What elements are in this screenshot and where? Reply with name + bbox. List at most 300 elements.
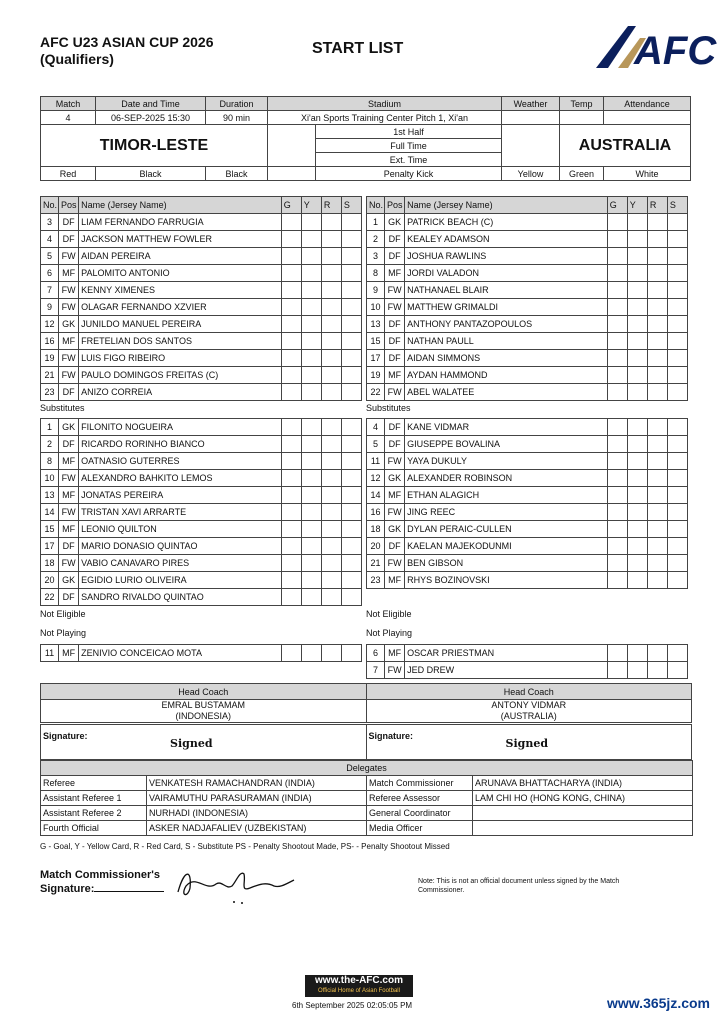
home-signature-label: Signature: xyxy=(43,731,88,741)
player-number: 15 xyxy=(367,333,385,350)
player-name: VABIO CANAVARO PIRES xyxy=(79,555,282,572)
stat-cell xyxy=(607,384,627,401)
col-header-pos: Pos xyxy=(59,197,79,214)
footer-site: www.the-AFC.com xyxy=(315,975,403,986)
player-position: MF xyxy=(59,453,79,470)
stat-cell xyxy=(321,645,341,662)
player-number: 23 xyxy=(41,384,59,401)
stat-cell xyxy=(667,662,687,679)
player-row xyxy=(41,645,362,662)
col-header-name: Name (Jersey Name) xyxy=(79,197,282,214)
stat-cell xyxy=(281,645,301,662)
mc-line1: Match Commissioner's xyxy=(40,869,160,881)
delegates-table xyxy=(40,760,693,836)
player-row xyxy=(41,350,362,367)
stat-cell xyxy=(667,521,687,538)
stat-cell xyxy=(667,419,687,436)
player-position: FW xyxy=(59,248,79,265)
stat-cell xyxy=(341,384,361,401)
stat-cell xyxy=(627,316,647,333)
stat-cell xyxy=(301,504,321,521)
stat-cell xyxy=(281,538,301,555)
stat-cell xyxy=(281,572,301,589)
player-number: 7 xyxy=(41,282,59,299)
stat-cell xyxy=(301,470,321,487)
stat-cell xyxy=(667,538,687,555)
stat-cell xyxy=(301,521,321,538)
player-position: DF xyxy=(385,538,405,555)
player-position: GK xyxy=(385,470,405,487)
home-starters-table xyxy=(40,196,362,401)
player-position: MF xyxy=(59,265,79,282)
stat-cell xyxy=(607,453,627,470)
afc-logo xyxy=(588,22,717,73)
away-signature-label: Signature: xyxy=(368,731,414,741)
player-number: 4 xyxy=(367,419,385,436)
player-position: DF xyxy=(385,333,405,350)
match-temp xyxy=(560,111,604,125)
roster-header-row xyxy=(367,197,688,214)
away-signature-value: Signed xyxy=(505,737,549,750)
player-row xyxy=(41,572,362,589)
player-position: FW xyxy=(59,504,79,521)
stat-cell xyxy=(301,572,321,589)
player-position: DF xyxy=(385,436,405,453)
player-position: DF xyxy=(385,419,405,436)
stat-cell xyxy=(341,453,361,470)
stat-cell xyxy=(667,265,687,282)
stat-cell xyxy=(607,282,627,299)
player-number: 11 xyxy=(41,645,59,662)
stat-cell xyxy=(321,282,341,299)
player-name: KEALEY ADAMSON xyxy=(405,231,608,248)
stat-cell xyxy=(607,555,627,572)
stat-cell xyxy=(607,265,627,282)
stat-cell xyxy=(301,350,321,367)
player-name: JING REEC xyxy=(405,504,608,521)
afc-website-logo xyxy=(305,975,413,997)
stat-cell xyxy=(281,521,301,538)
stat-cell xyxy=(607,316,627,333)
stat-cell xyxy=(607,470,627,487)
player-position: MF xyxy=(385,572,405,589)
stat-cell xyxy=(667,350,687,367)
stat-cell xyxy=(301,248,321,265)
player-number: 11 xyxy=(367,453,385,470)
delegate-role2: Media Officer xyxy=(367,821,473,836)
player-name: JOSHUA RAWLINS xyxy=(405,248,608,265)
player-name: ANIZO CORREIA xyxy=(79,384,282,401)
col-header-s: S xyxy=(341,197,361,214)
stat-cell xyxy=(321,265,341,282)
stat-cell xyxy=(667,214,687,231)
delegate-name: VAIRAMUTHU PARASURAMAN (INDIA) xyxy=(147,791,367,806)
stat-cell xyxy=(281,436,301,453)
stat-cell xyxy=(341,555,361,572)
stat-cell xyxy=(301,589,321,606)
delegate-name: NURHADI (INDONESIA) xyxy=(147,806,367,821)
player-name: ALEXANDRO BAHKITO LEMOS xyxy=(79,470,282,487)
player-position: MF xyxy=(59,645,79,662)
stat-cell xyxy=(667,384,687,401)
delegate-row xyxy=(41,791,693,806)
delegate-name: ASKER NADJAFALIEV (UZBEKISTAN) xyxy=(147,821,367,836)
player-name: DYLAN PERAIC-CULLEN xyxy=(405,521,608,538)
stat-cell xyxy=(647,316,667,333)
player-name: NATHAN PAULL xyxy=(405,333,608,350)
player-number: 14 xyxy=(367,487,385,504)
player-name: ETHAN ALAGICH xyxy=(405,487,608,504)
stat-cell xyxy=(341,645,361,662)
player-name: KANE VIDMAR xyxy=(405,419,608,436)
player-name: SANDRO RIVALDO QUINTAO xyxy=(79,589,282,606)
period-full-time: Full Time xyxy=(316,139,502,153)
stat-cell xyxy=(321,350,341,367)
delegate-name: VENKATESH RAMACHANDRAN (INDIA) xyxy=(147,776,367,791)
stat-cell xyxy=(627,265,647,282)
stat-cell xyxy=(627,248,647,265)
stat-cell xyxy=(301,282,321,299)
stat-cell xyxy=(607,419,627,436)
stat-cell xyxy=(301,645,321,662)
player-row xyxy=(367,367,688,384)
player-row xyxy=(41,214,362,231)
stat-cell xyxy=(321,367,341,384)
player-position: FW xyxy=(385,662,405,679)
player-number: 8 xyxy=(41,453,59,470)
player-number: 8 xyxy=(367,265,385,282)
player-number: 22 xyxy=(41,589,59,606)
stat-cell xyxy=(607,367,627,384)
player-position: DF xyxy=(385,231,405,248)
stat-cell xyxy=(341,231,361,248)
stat-cell xyxy=(281,350,301,367)
stat-cell xyxy=(627,333,647,350)
player-position: GK xyxy=(59,419,79,436)
player-name: LEONIO QUILTON xyxy=(79,521,282,538)
home-coach-country: (INDONESIA) xyxy=(175,711,231,721)
player-name: PATRICK BEACH (C) xyxy=(405,214,608,231)
player-name: ANTHONY PANTAZOPOULOS xyxy=(405,316,608,333)
stat-cell xyxy=(647,248,667,265)
player-number: 16 xyxy=(41,333,59,350)
away-subs-table xyxy=(366,418,688,589)
player-row xyxy=(367,350,688,367)
stat-cell xyxy=(607,214,627,231)
stat-cell xyxy=(341,419,361,436)
player-name: PAULO DOMINGOS FREITAS (C) xyxy=(79,367,282,384)
home-not-eligible-label: Not Eligible xyxy=(40,609,86,619)
stat-cell xyxy=(627,419,647,436)
commissioner-signature-scribble xyxy=(170,862,300,908)
stat-cell xyxy=(341,316,361,333)
player-name: JED DREW xyxy=(405,662,608,679)
delegate-row xyxy=(41,806,693,821)
player-number: 1 xyxy=(41,419,59,436)
weather-label: Weather xyxy=(502,97,560,111)
stat-cell xyxy=(647,350,667,367)
stat-cell xyxy=(281,333,301,350)
stat-cell xyxy=(647,333,667,350)
player-name: AIDAN PEREIRA xyxy=(79,248,282,265)
stat-cell xyxy=(321,333,341,350)
player-position: MF xyxy=(385,487,405,504)
stadium-label: Stadium xyxy=(268,97,502,111)
player-position: FW xyxy=(59,367,79,384)
player-name: TRISTAN XAVI ARRARTE xyxy=(79,504,282,521)
player-position: GK xyxy=(59,572,79,589)
delegate-row xyxy=(41,776,693,791)
stat-cell xyxy=(321,470,341,487)
player-position: DF xyxy=(385,316,405,333)
away-not-eligible-label: Not Eligible xyxy=(366,609,412,619)
stat-cell xyxy=(627,555,647,572)
home-kit-shirt: Red xyxy=(41,167,96,181)
player-number: 7 xyxy=(367,662,385,679)
stat-cell xyxy=(281,248,301,265)
duration-label: Duration xyxy=(206,97,268,111)
player-row xyxy=(367,470,688,487)
player-row xyxy=(41,231,362,248)
player-number: 10 xyxy=(41,470,59,487)
player-name: PALOMITO ANTONIO xyxy=(79,265,282,282)
player-row xyxy=(367,572,688,589)
away-kit-shorts: Green xyxy=(560,167,604,181)
player-number: 6 xyxy=(41,265,59,282)
delegate-role2: Match Commissioner xyxy=(367,776,473,791)
player-position: DF xyxy=(59,538,79,555)
player-number: 22 xyxy=(367,384,385,401)
stat-cell xyxy=(647,645,667,662)
player-position: MF xyxy=(59,521,79,538)
stat-cell xyxy=(667,504,687,521)
stat-cell xyxy=(281,589,301,606)
player-row xyxy=(367,555,688,572)
player-position: FW xyxy=(59,555,79,572)
stat-cell xyxy=(627,645,647,662)
player-name: MARIO DONASIO QUINTAO xyxy=(79,538,282,555)
away-coach-name: ANTONY VIDMAR xyxy=(491,700,567,710)
player-number: 20 xyxy=(367,538,385,555)
player-position: FW xyxy=(385,384,405,401)
player-position: FW xyxy=(385,555,405,572)
stat-cell xyxy=(667,231,687,248)
stat-cell xyxy=(321,487,341,504)
match-info-table xyxy=(40,96,691,181)
player-name: GIUSEPPE BOVALINA xyxy=(405,436,608,453)
delegate-role: Fourth Official xyxy=(41,821,147,836)
player-position: GK xyxy=(59,316,79,333)
stat-cell xyxy=(281,367,301,384)
stat-cell xyxy=(341,214,361,231)
home-kit-socks: Black xyxy=(206,167,268,181)
stat-cell xyxy=(281,384,301,401)
player-name: EGIDIO LURIO OLIVEIRA xyxy=(79,572,282,589)
player-number: 21 xyxy=(41,367,59,384)
player-position: MF xyxy=(59,487,79,504)
player-name: ZENIVIO CONCEICAO MOTA xyxy=(79,645,282,662)
stat-cell xyxy=(281,282,301,299)
competition-name: AFC U23 ASIAN CUP 2026 xyxy=(40,34,214,50)
player-name: JACKSON MATTHEW FOWLER xyxy=(79,231,282,248)
stat-cell xyxy=(647,214,667,231)
stat-cell xyxy=(321,214,341,231)
stat-cell xyxy=(607,538,627,555)
player-name: ALEXANDER ROBINSON xyxy=(405,470,608,487)
stat-cell xyxy=(667,367,687,384)
stat-cell xyxy=(667,248,687,265)
stat-cell xyxy=(341,436,361,453)
stat-cell xyxy=(627,538,647,555)
team-signature-table xyxy=(40,724,692,760)
stat-cell xyxy=(341,470,361,487)
player-number: 9 xyxy=(367,282,385,299)
stat-cell xyxy=(281,487,301,504)
away-not-playing-label: Not Playing xyxy=(366,628,413,638)
match-number: 4 xyxy=(41,111,96,125)
delegate-role2: General Coordinator xyxy=(367,806,473,821)
player-row xyxy=(367,419,688,436)
stat-cell xyxy=(341,504,361,521)
stat-cell xyxy=(301,333,321,350)
player-position: MF xyxy=(385,367,405,384)
player-position: GK xyxy=(385,521,405,538)
col-header-r: R xyxy=(647,197,667,214)
home-subs-table xyxy=(40,418,362,606)
player-position: MF xyxy=(385,645,405,662)
player-position: FW xyxy=(59,299,79,316)
col-header-g: G xyxy=(607,197,627,214)
player-row xyxy=(41,504,362,521)
stat-cell xyxy=(627,572,647,589)
stat-cell xyxy=(627,367,647,384)
stat-cell xyxy=(627,521,647,538)
date-label: Date and Time xyxy=(96,97,206,111)
stat-cell xyxy=(667,645,687,662)
col-header-name: Name (Jersey Name) xyxy=(405,197,608,214)
stat-cell xyxy=(647,436,667,453)
match-duration: 90 min xyxy=(206,111,268,125)
stat-cell xyxy=(667,299,687,316)
stat-cell xyxy=(341,367,361,384)
stat-cell xyxy=(607,645,627,662)
stat-cell xyxy=(281,299,301,316)
stat-cell xyxy=(667,333,687,350)
stat-cell xyxy=(607,231,627,248)
player-name: LUIS FIGO RIBEIRO xyxy=(79,350,282,367)
stat-cell xyxy=(301,316,321,333)
stat-cell xyxy=(607,436,627,453)
stat-cell xyxy=(341,521,361,538)
stat-cell xyxy=(627,282,647,299)
stat-cell xyxy=(647,487,667,504)
player-number: 19 xyxy=(41,350,59,367)
stat-cell xyxy=(607,333,627,350)
player-name: OATNASIO GUTERRES xyxy=(79,453,282,470)
player-name: AYDAN HAMMOND xyxy=(405,367,608,384)
stat-cell xyxy=(647,384,667,401)
stat-cell xyxy=(667,487,687,504)
player-row xyxy=(367,504,688,521)
col-header-s: S xyxy=(667,197,687,214)
stat-cell xyxy=(341,299,361,316)
player-position: FW xyxy=(385,504,405,521)
mc-line2-text: Signature: xyxy=(40,883,95,895)
away-team-name: AUSTRALIA xyxy=(560,125,691,167)
player-number: 9 xyxy=(41,299,59,316)
player-position: FW xyxy=(385,453,405,470)
player-row xyxy=(367,662,688,679)
player-number: 18 xyxy=(367,521,385,538)
home-coach-label: Head Coach xyxy=(41,684,367,700)
stat-cell xyxy=(281,419,301,436)
stat-cell xyxy=(281,555,301,572)
period-penalty-kick: Penalty Kick xyxy=(316,167,502,181)
away-score-cell xyxy=(502,125,560,167)
player-row xyxy=(41,333,362,350)
player-position: DF xyxy=(385,350,405,367)
player-row xyxy=(367,645,688,662)
legend-text: G - Goal, Y - Yellow Card, R - Red Card, S - Substitute PS - Penalty Shootout Made, PS- - Penalty Shootout Missed xyxy=(40,842,450,851)
player-number: 2 xyxy=(367,231,385,248)
stat-cell xyxy=(321,316,341,333)
delegate-row xyxy=(41,821,693,836)
stat-cell xyxy=(627,504,647,521)
col-header-g: G xyxy=(281,197,301,214)
player-row xyxy=(41,470,362,487)
player-name: AIDAN SIMMONS xyxy=(405,350,608,367)
player-row xyxy=(367,265,688,282)
player-number: 18 xyxy=(41,555,59,572)
player-row xyxy=(41,367,362,384)
player-name: KAELAN MAJEKODUNMI xyxy=(405,538,608,555)
away-kit-socks: White xyxy=(604,167,691,181)
col-header-no: No. xyxy=(41,197,59,214)
player-name: JORDI VALADON xyxy=(405,265,608,282)
stat-cell xyxy=(321,538,341,555)
away-kit-shirt: Yellow xyxy=(502,167,560,181)
printed-timestamp: 6th September 2025 02:05:05 PM xyxy=(292,1001,413,1010)
player-position: DF xyxy=(59,384,79,401)
stat-cell xyxy=(607,572,627,589)
stat-cell xyxy=(301,384,321,401)
stat-cell xyxy=(607,487,627,504)
stat-cell xyxy=(667,572,687,589)
player-number: 21 xyxy=(367,555,385,572)
home-not-playing-table xyxy=(40,644,362,662)
stat-cell xyxy=(281,453,301,470)
home-score-cell xyxy=(268,125,316,167)
afc-logo-text: AFC xyxy=(634,29,717,73)
player-position: FW xyxy=(385,282,405,299)
home-signature-value: Signed xyxy=(170,737,213,750)
player-number: 4 xyxy=(41,231,59,248)
player-number: 13 xyxy=(367,316,385,333)
stat-cell xyxy=(301,265,321,282)
stat-cell xyxy=(627,487,647,504)
stat-cell xyxy=(341,282,361,299)
player-number: 17 xyxy=(41,538,59,555)
home-team-name: TIMOR-LESTE xyxy=(41,125,268,167)
stat-cell xyxy=(321,436,341,453)
stat-cell xyxy=(341,589,361,606)
delegate-name2 xyxy=(473,806,693,821)
stat-cell xyxy=(647,470,667,487)
stat-cell xyxy=(301,436,321,453)
stat-cell xyxy=(321,248,341,265)
stat-cell xyxy=(647,282,667,299)
player-row xyxy=(41,265,362,282)
